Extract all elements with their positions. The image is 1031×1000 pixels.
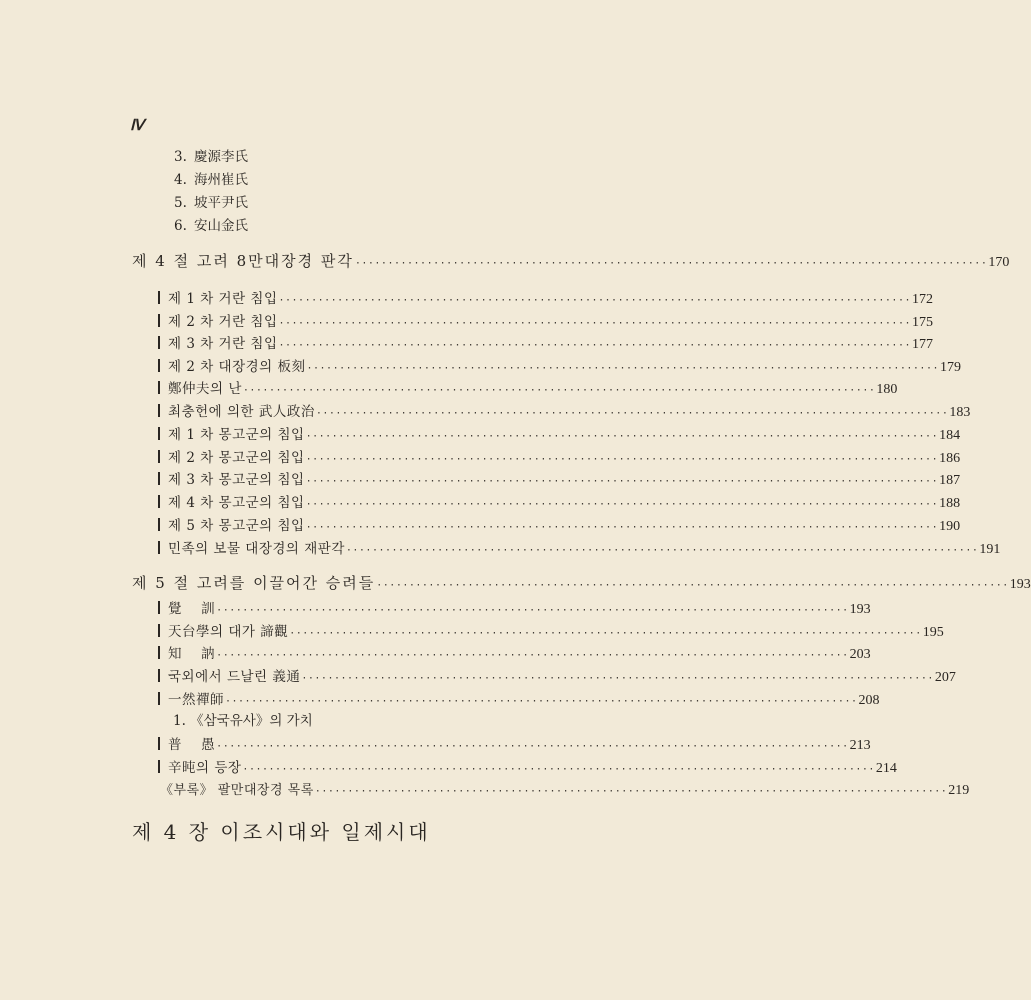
entry-title: 제 2 차 거란 침입: [168, 314, 278, 330]
toc-entry: [158, 491, 961, 512]
page-ref: 188: [939, 496, 961, 511]
entry-title: 제 4 차 몽고군의 침입: [168, 495, 305, 511]
dot-leader: ·································································································: [242, 385, 876, 396]
entry-title: 普 愚: [168, 737, 216, 753]
entry-title: 제 3 차 거란 침입: [168, 336, 278, 352]
page-ref: 207: [934, 670, 956, 685]
toc-entry: [158, 688, 880, 709]
checkbox-icon: [158, 336, 160, 349]
checkbox-icon: [158, 692, 160, 705]
appendix-title: 《부록》 팔만대장경 목록: [160, 783, 314, 798]
checkbox-icon: [158, 404, 160, 417]
checkbox-icon: [158, 381, 160, 394]
checkbox-icon: [158, 427, 160, 440]
entry-title: 제 5 차 몽고군의 침입: [168, 518, 305, 534]
entry-title: 知 訥: [168, 646, 216, 662]
sub-item-number: 6.: [174, 218, 187, 234]
dot-leader: ·································································································: [376, 580, 1009, 591]
page-ref: 193: [849, 602, 871, 617]
page-ref: 172: [912, 292, 933, 307]
page-ref: 187: [939, 473, 961, 488]
entry-title: 최충헌에 의한 武人政治: [168, 404, 315, 420]
page-ref: 208: [858, 693, 880, 708]
sub-item-number: 5.: [174, 195, 187, 211]
entry-title: 민족의 보물 대장경의 재판각: [168, 541, 345, 557]
checkbox-icon: [158, 624, 160, 637]
dot-leader: ·································································································: [278, 295, 911, 306]
entry-title: 제 3 차 몽고군의 침입: [168, 472, 305, 488]
section-title: 제 5 절 고려를 이끌어간 승려들: [132, 574, 376, 592]
sub-item: [174, 215, 248, 238]
page-ref: 184: [939, 428, 961, 443]
sub-item-number: 4.: [174, 172, 187, 188]
dot-leader: ·································································································: [216, 605, 849, 616]
dot-leader: ·································································································: [305, 431, 939, 442]
page-number: Ⅳ: [130, 118, 144, 134]
page-ref: 193: [1009, 577, 1031, 592]
dot-leader: ·································································································: [305, 522, 939, 533]
dot-leader: ·································································································: [306, 363, 939, 374]
page-ref: 190: [939, 519, 961, 534]
entry-title: 覺 訓: [168, 601, 216, 617]
page-ref: 186: [939, 451, 961, 466]
chapter-heading: 제 4 장 이조시대와 일제시대: [132, 820, 431, 844]
dot-leader: ·································································································: [314, 786, 948, 797]
checkbox-icon: [158, 601, 160, 614]
toc-entry: [158, 642, 871, 663]
sub-note: 1. 《삼국유사》의 가치: [173, 713, 313, 729]
appendix-entry: [160, 779, 970, 799]
page-ref: 191: [979, 542, 1001, 557]
entry-title: 제 2 차 몽고군의 침입: [168, 450, 305, 466]
toc-entry: [158, 620, 944, 641]
toc-entry: [158, 310, 933, 331]
dot-leader: ·································································································: [278, 340, 911, 351]
dot-leader: ·································································································: [216, 650, 849, 661]
section-title: 제 4 절 고려 8만대장경 판각: [132, 252, 354, 270]
page-ref: 214: [875, 761, 897, 776]
entry-title: 제 1 차 몽고군의 침입: [168, 427, 305, 443]
toc-entry: [158, 597, 871, 618]
entry-title: 鄭仲夫의 난: [168, 381, 242, 397]
toc-entry: [158, 514, 961, 535]
sub-item-text: 安山金氏: [194, 218, 248, 234]
dot-leader: ·································································································: [305, 476, 939, 487]
dot-leader: ·································································································: [278, 318, 911, 329]
sub-item: [174, 146, 248, 169]
checkbox-icon: [158, 518, 160, 531]
checkbox-icon: [158, 495, 160, 508]
dot-leader: ·································································································: [305, 454, 939, 465]
page-ref: 177: [912, 337, 933, 352]
checkbox-icon: [158, 760, 160, 773]
entry-title: 天台學의 대가 諦觀: [168, 624, 289, 640]
checkbox-icon: [158, 450, 160, 463]
sub-item: [174, 192, 248, 215]
dot-leader: ·································································································: [354, 258, 988, 269]
checkbox-icon: [158, 541, 160, 554]
dot-leader: ·································································································: [242, 764, 875, 775]
page-ref: 195: [922, 625, 944, 640]
entry-title: 국외에서 드날린 義通: [168, 669, 301, 685]
toc-entry: [158, 287, 933, 308]
toc-entry: [158, 665, 956, 686]
toc-entry: [158, 756, 897, 777]
entry-title: 一然禪師: [168, 692, 224, 708]
toc-entry: [158, 468, 961, 489]
page-ref: 219: [948, 783, 970, 798]
checkbox-icon: [158, 669, 160, 682]
checkbox-icon: [158, 646, 160, 659]
page-ref: 203: [849, 647, 871, 662]
toc-entry: [158, 377, 898, 398]
dot-leader: ·································································································: [225, 696, 858, 707]
page-ref: 183: [949, 405, 971, 420]
section-heading-5: [132, 572, 1031, 593]
page-ref: 170: [988, 255, 1010, 270]
dot-leader: ·································································································: [345, 545, 979, 556]
sub-item: [174, 169, 248, 192]
entry-title: 辛旽의 등장: [168, 760, 242, 776]
sub-item-text: 慶源李氏: [194, 149, 248, 165]
dot-leader: ·································································································: [289, 628, 922, 639]
sub-item-text: 海州崔氏: [194, 172, 248, 188]
checkbox-icon: [158, 359, 160, 372]
checkbox-icon: [158, 291, 160, 304]
toc-entry: [158, 423, 961, 444]
page-ref: 180: [876, 382, 898, 397]
entry-title: 제 1 차 거란 침입: [168, 291, 278, 307]
page-ref: 175: [912, 315, 933, 330]
toc-entry: [158, 446, 961, 467]
checkbox-icon: [158, 737, 160, 750]
page-ref: 179: [940, 360, 961, 375]
section-heading-4: [132, 250, 1010, 271]
dot-leader: ·································································································: [305, 499, 939, 510]
entry-title: 제 2 차 대장경의 板刻: [168, 359, 306, 375]
sub-item-text: 坡平尹氏: [194, 195, 248, 211]
toc-entry: [158, 537, 1001, 558]
dot-leader: ·································································································: [315, 408, 949, 419]
toc-entry: [158, 332, 933, 353]
checkbox-icon: [158, 314, 160, 327]
sub-item-list: [174, 146, 248, 238]
dot-leader: ·································································································: [301, 673, 934, 684]
checkbox-icon: [158, 472, 160, 485]
sub-item-number: 3.: [174, 149, 187, 165]
toc-entry: [158, 733, 871, 754]
toc-entry: [158, 355, 961, 376]
page-ref: 213: [849, 738, 871, 753]
toc-entry: [158, 400, 971, 421]
dot-leader: ·································································································: [216, 741, 849, 752]
